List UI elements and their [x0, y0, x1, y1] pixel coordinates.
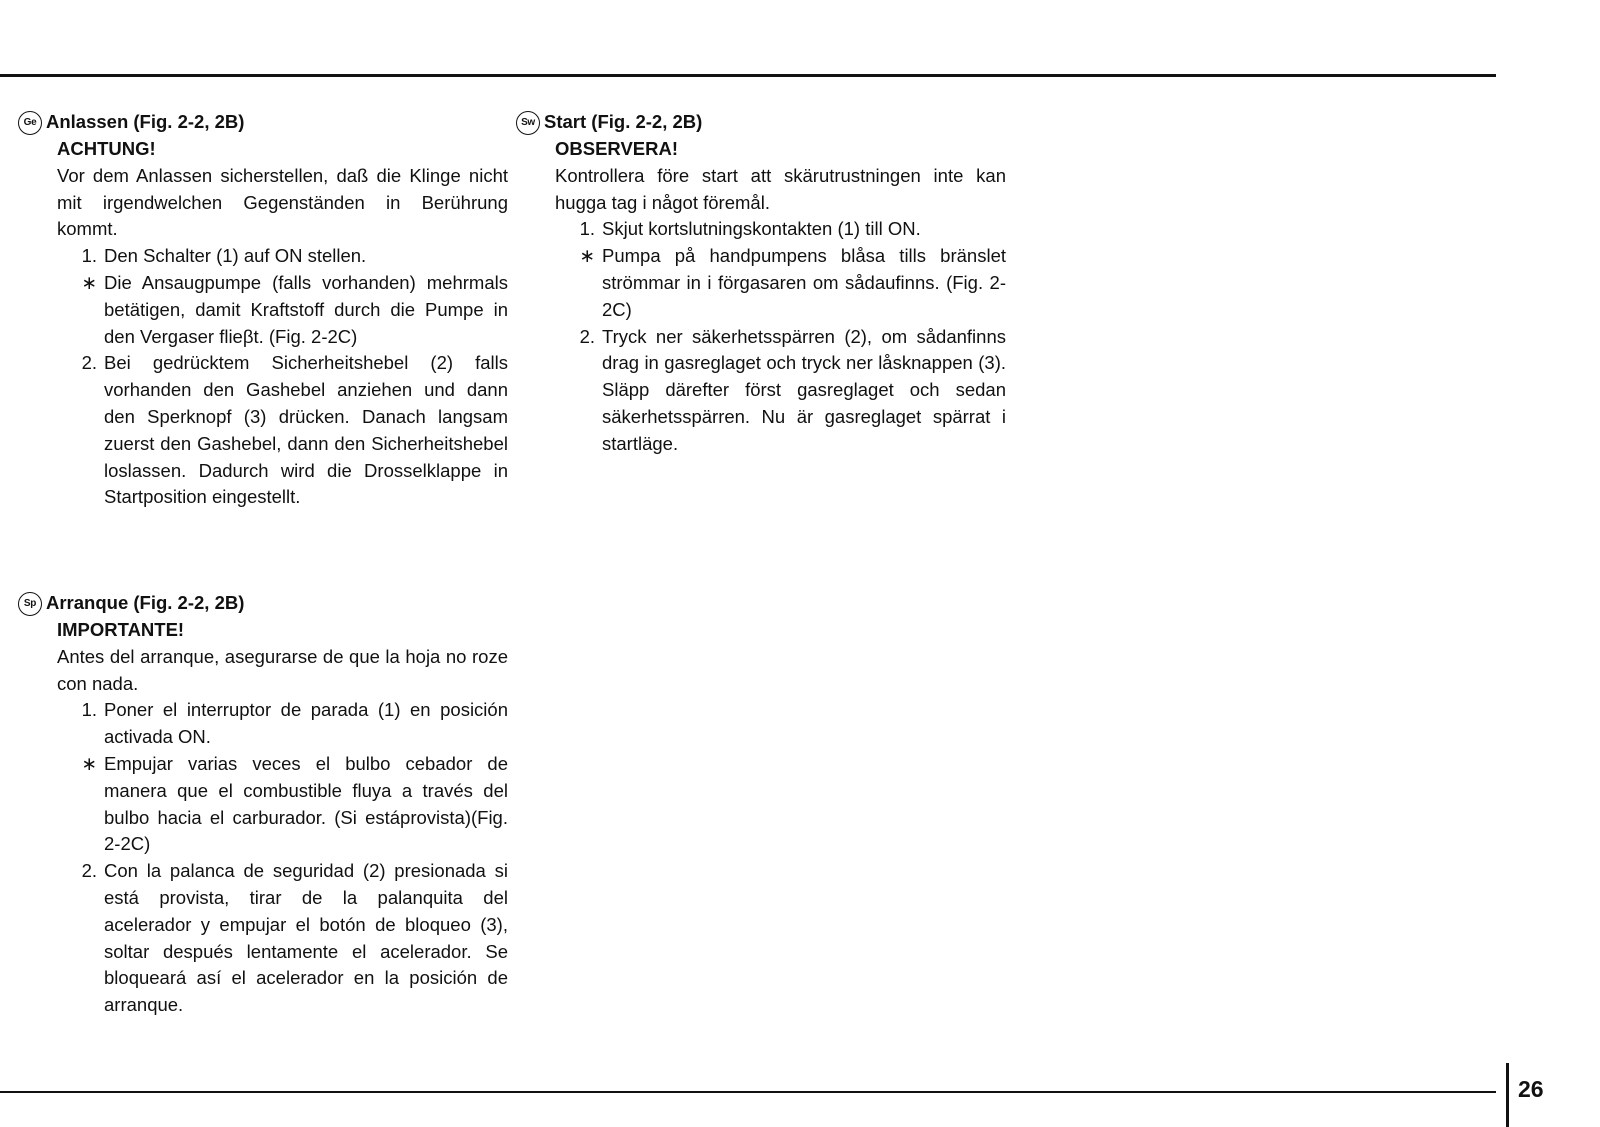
section-title: Anlassen (Fig. 2-2, 2B)	[46, 111, 245, 133]
step-item	[555, 324, 1006, 458]
intro-paragraph: Vor dem Anlassen sicherstellen, daß die Klinge nicht mit irgendwelchen Gegenständen in Berührung kommt.	[57, 164, 508, 240]
step-item	[57, 243, 508, 270]
step-text: Pumpa på handpumpens blåsa tills bränslet strömmar in i förgasaren om sådaufinns. (Fig. 2-2C)	[602, 245, 1006, 320]
step-item	[57, 858, 508, 1019]
asterisk-marker: ∗	[81, 752, 97, 774]
step-item	[555, 216, 1006, 243]
section-body	[57, 617, 508, 1019]
step-item	[57, 350, 508, 511]
step-item	[57, 697, 508, 751]
section-title: Start (Fig. 2-2, 2B)	[544, 111, 703, 133]
warning-label: ACHTUNG!	[57, 138, 156, 159]
warning-label: IMPORTANTE!	[57, 619, 185, 640]
intro-paragraph: Antes del arranque, asegurarse de que la hoja no roze con nada.	[57, 645, 508, 694]
step-list	[57, 243, 508, 511]
step-marker: 1.	[81, 699, 97, 721]
language-badge-icon: Sw	[516, 111, 540, 135]
section-heading	[18, 109, 508, 136]
step-list	[57, 697, 508, 1019]
section-swedish	[516, 109, 1006, 458]
step-text: Poner el interruptor de parada (1) en posición activada ON.	[104, 699, 508, 748]
language-badge-icon: Sp	[18, 592, 42, 616]
section-german	[18, 109, 508, 511]
section-title: Arranque (Fig. 2-2, 2B)	[46, 592, 245, 614]
page-number: 26	[1518, 1076, 1544, 1102]
step-marker: 1.	[81, 245, 97, 267]
step-text: Tryck ner säkerhetsspärren (2), om sådanfinns drag in gasreglaget och tryck ner låsknappen (3). Släpp därefter först gasreglaget och sedan säkerhetsspärren. Nu är gasreglaget spärrat i startläge.	[602, 325, 1006, 454]
step-marker: 2.	[579, 325, 595, 347]
step-item	[555, 243, 1006, 323]
section-heading	[516, 109, 1006, 136]
section-body	[57, 136, 508, 511]
step-text: Den Schalter (1) auf ON stellen.	[104, 245, 367, 267]
asterisk-marker: ∗	[579, 245, 595, 267]
step-text: Con la palanca de seguridad (2) presionada si está provista, tirar de la palanquita del acelerador y empujar el botón de bloqueo (3), soltar después lentamente el acelerador. Se bloqueará así el acelerador en la posición de arranque.	[104, 860, 508, 1016]
step-list	[555, 216, 1006, 457]
step-marker: 1.	[579, 218, 595, 240]
warning-label: OBSERVERA!	[555, 138, 679, 159]
section-body	[555, 136, 1006, 458]
step-marker: 2.	[81, 860, 97, 882]
step-text: Bei gedrücktem Sicherheitshebel (2) falls vorhanden den Gashebel anziehen und dann den Sperknopf (3) drücken. Danach langsam zuerst den Gashebel, dann den Sicherheitshebel loslassen. Dadurch wird die Drosselklappe in Startposition eingestellt.	[104, 352, 508, 508]
step-marker: 2.	[81, 352, 97, 374]
intro-paragraph: Kontrollera före start att skärutrustningen inte kan hugga tag i något föremål.	[555, 164, 1006, 213]
section-spanish	[18, 590, 508, 1019]
asterisk-marker: ∗	[81, 271, 97, 293]
language-badge-icon: Ge	[18, 111, 42, 135]
bottom-rule	[0, 1091, 1496, 1093]
step-item	[57, 270, 508, 350]
step-item	[57, 751, 508, 858]
step-text: Die Ansaugpumpe (falls vorhanden) mehrmals betätigen, damit Kraftstoff durch die Pumpe in den Vergaser flieβt. (Fig. 2-2C)	[104, 271, 508, 347]
section-heading	[18, 590, 508, 617]
step-text: Empujar varias veces el bulbo cebador de manera que el combustible fluya a través del bulbo hacia el carburador. (Si estáprovista)(Fig. 2-2C)	[104, 752, 508, 855]
step-text: Skjut kortslutningskontakten (1) till ON.	[602, 218, 921, 240]
top-rule	[0, 74, 1496, 77]
page-marker-bar	[1506, 1063, 1509, 1127]
